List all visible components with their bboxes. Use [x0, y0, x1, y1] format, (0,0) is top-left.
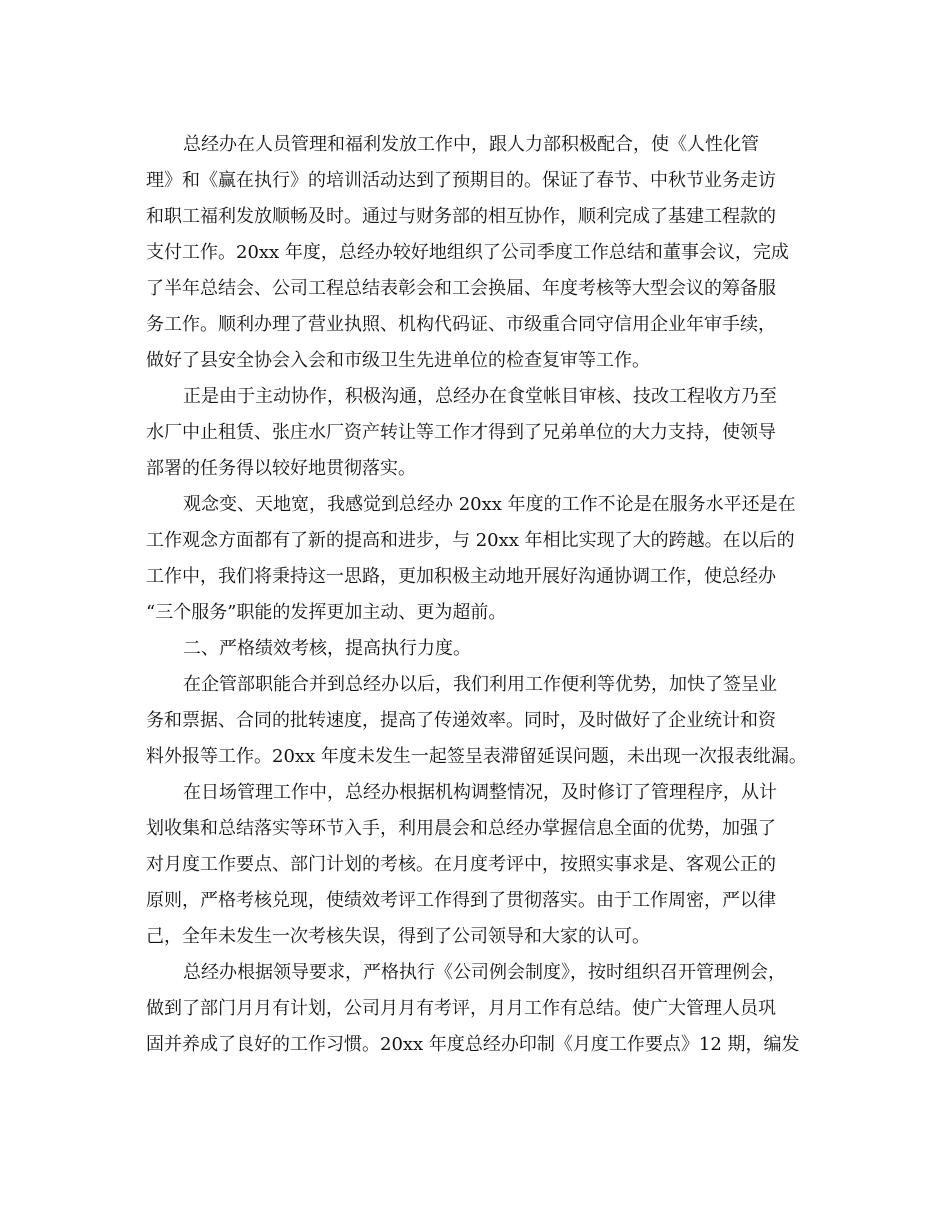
document-body: [146, 127, 816, 1063]
text-line: 水厂中止租赁、张庄水厂资产转让等工作才得到了兄弟单位的大力支持，使领导: [146, 422, 776, 443]
text-line: 在日场管理工作中，总经办根据机构调整情况，及时修订了管理程序，从计: [183, 782, 777, 803]
text-line: 己，全年未发生一次考核失误，得到了公司领导和大家的认可。: [146, 926, 650, 947]
text-line: 原则，严格考核兑现，使绩效考评工作得到了贯彻落实。由于工作周密，严以律: [146, 890, 776, 911]
text-line: 工作观念方面都有了新的提高和进步，与 20xx 年相比实现了大的跨越。在以后的: [146, 530, 795, 551]
text-line: 支付工作。20xx 年度，总经办较好地组织了公司季度工作总结和董事会议，完成: [146, 242, 789, 263]
text-line: 做到了部门月月有计划，公司月月有考评，月月工作有总结。使广大管理人员巩: [146, 998, 776, 1019]
text-line: 固并养成了良好的工作习惯。20xx 年度总经办印制《月度工作要点》12 期，编发: [146, 1034, 800, 1055]
text-line: 料外报等工作。20xx 年度未发生一起签呈表滞留延误问题，未出现一次报表纰漏。: [146, 746, 807, 767]
text-line: 在企管部职能合并到总经办以后，我们利用工作便利等优势，加快了签呈业: [183, 674, 777, 695]
text-line: 和职工福利发放顺畅及时。通过与财务部的相互协作，顺利完成了基建工程款的: [146, 206, 776, 227]
text-line: 理》和《赢在执行》的培训活动达到了预期目的。保证了春节、中秋节业务走访: [146, 170, 776, 191]
text-line: 对月度工作要点、部门计划的考核。在月度考评中，按照实事求是、客观公正的: [146, 854, 776, 875]
text-line: 总经办在人员管理和福利发放工作中，跟人力部积极配合，使《人性化管: [183, 134, 759, 155]
text-line: 工作中，我们将秉持这一思路，更加积极主动地开展好沟通协调工作，使总经办: [146, 566, 776, 587]
text-line: 总经办根据领导要求，严格执行《公司例会制度》，按时组织召开管理例会，: [183, 962, 786, 983]
text-line: 划收集和总结落实等环节入手，利用晨会和总经办掌握信息全面的优势，加强了: [146, 818, 776, 839]
text-line: 部署的任务得以较好地贯彻落实。: [146, 458, 416, 479]
text-line: “三个服务”职能的发挥更加主动、更为超前。: [146, 602, 507, 623]
text-line: 二、严格绩效考核，提高执行力度。: [183, 638, 471, 659]
text-line: 观念变、天地宽，我感觉到总经办 20xx 年度的工作不论是在服务水平还是在: [183, 494, 796, 515]
text-line: 务和票据、合同的批转速度，提高了传递效率。同时，及时做好了企业统计和资: [146, 710, 776, 731]
text-line: 了半年总结会、公司工程总结表彰会和工会换届、年度考核等大型会议的筹备服: [146, 278, 776, 299]
text-line: 正是由于主动协作，积极沟通，总经办在食堂帐目审核、技改工程收方乃至: [183, 386, 777, 407]
text-line: 务工作。顺利办理了营业执照、机构代码证、市级重合同守信用企业年审手续，: [146, 314, 776, 335]
text-line: 做好了县安全协会入会和市级卫生先进单位的检查复审等工作。: [146, 350, 650, 371]
